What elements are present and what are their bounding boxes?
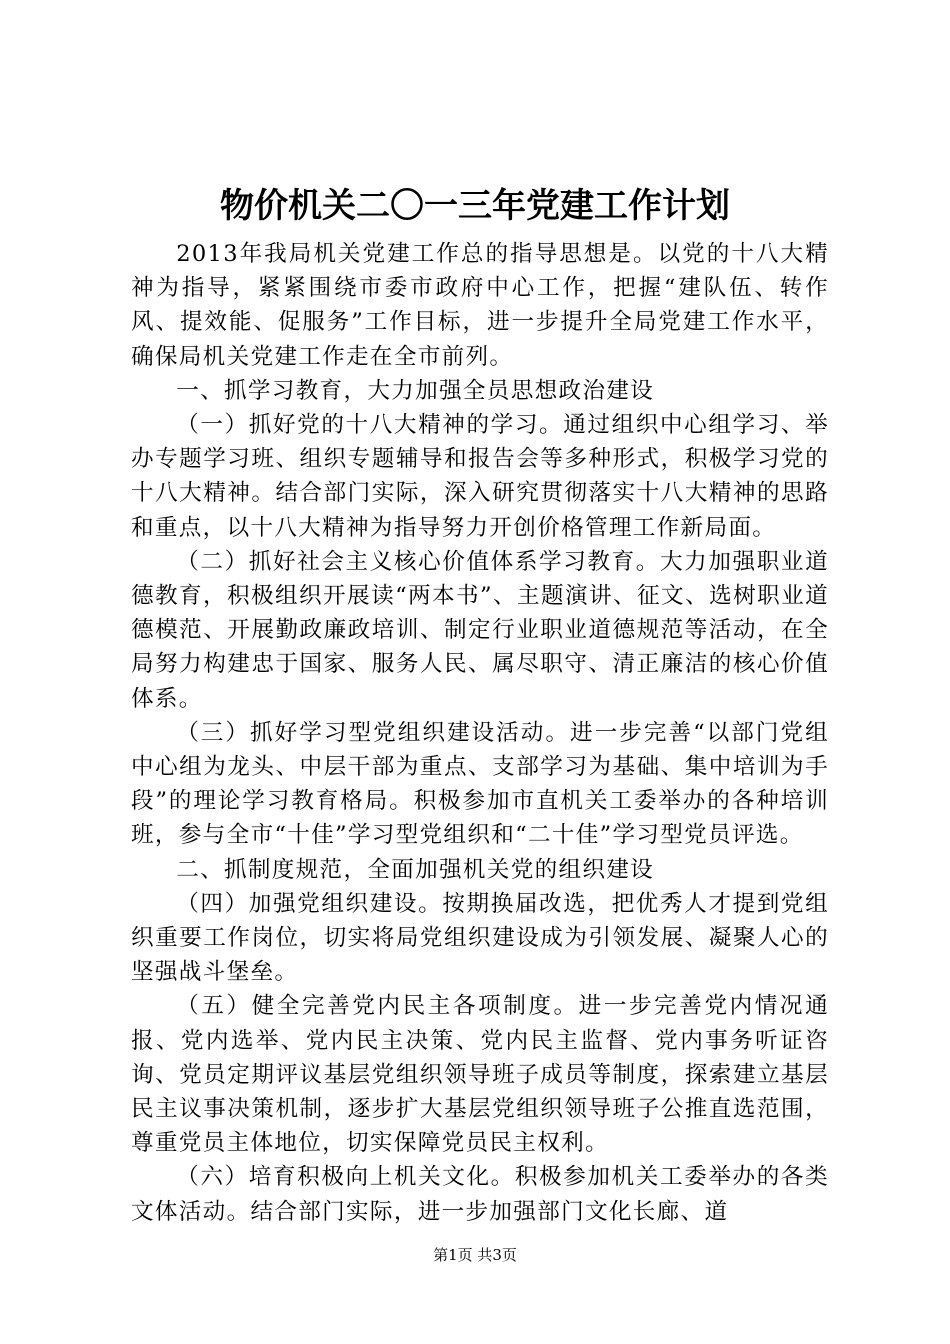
paragraph-guiding-principle: 2013年我局机关党建工作总的指导思想是。以党的十八大精神为指导，紧紧围绕市委市政府中心工作，把握“建队伍、转作风、提效能、促服务”工作目标，进一步提升全局党建工作水平，确保局机关党建工作走在全市前列。 [131, 241, 829, 370]
section-heading-2: 二、抓制度规范，全面加强机关党的组织建设 [176, 856, 655, 883]
paragraph-item-1: （一）抓好党的十八大精神的学习。通过组织中心组学习、举办专题学习班、组织专题辅导和报告会等多种形式，积极学习党的十八大精神。结合部门实际，深入研究贯彻落实十八大精神的思路和重点，以十八大精神为指导努力开创价格管理工作新局面。 [131, 412, 829, 541]
paragraph-item-2: （二）抓好社会主义核心价值体系学习教育。大力加强职业道德教育，积极组织开展读“两本书”、主题演讲、征文、选树职业道德模范、开展勤政廉政培训、制定行业职业道德规范等活动，在全局努力构建忠于国家、服务人民、属尽职守、清正廉洁的核心价值体系。 [131, 548, 829, 712]
section-heading-1: 一、抓学习教育，大力加强全员思想政治建设 [176, 377, 655, 404]
document-title: 物价机关二〇一三年党建工作计划 [220, 186, 730, 226]
document-body [131, 237, 829, 1229]
page-number-footer: 第1页 共3页 [433, 1246, 517, 1264]
paragraph-item-4: （四）加强党组织建设。按期换届改选，把优秀人才提到党组织重要工作岗位，切实将局党组织建设成为引领发展、凝聚人心的坚强战斗堡垒。 [131, 890, 829, 986]
paragraph-item-6: （六）培育积极向上机关文化。积极参加机关工委举办的各类文体活动。结合部门实际，进一步加强部门文化长廊、道 [131, 1164, 829, 1225]
paragraph-item-5: （五）健全完善党内民主各项制度。进一步完善党内情况通报、党内选举、党内民主决策、党内民主监督、党内事务听证咨询、党员定期评议基层党组织领导班子成员等制度，探索建立基层民主议事决策机制，逐步扩大基层党组织领导班子公推直选范围，尊重党员主体地位，切实保障党员民主权利。 [131, 993, 829, 1157]
paragraph-item-3: （三）抓好学习型党组织建设活动。进一步完善“以部门党组中心组为龙头、中层干部为重点、支部学习为基础、集中培训为手段”的理论学习教育格局。积极参加市直机关工委举办的各种培训班，参与全市“十佳”学习型党组织和“二十佳”学习型党员评选。 [131, 719, 829, 849]
